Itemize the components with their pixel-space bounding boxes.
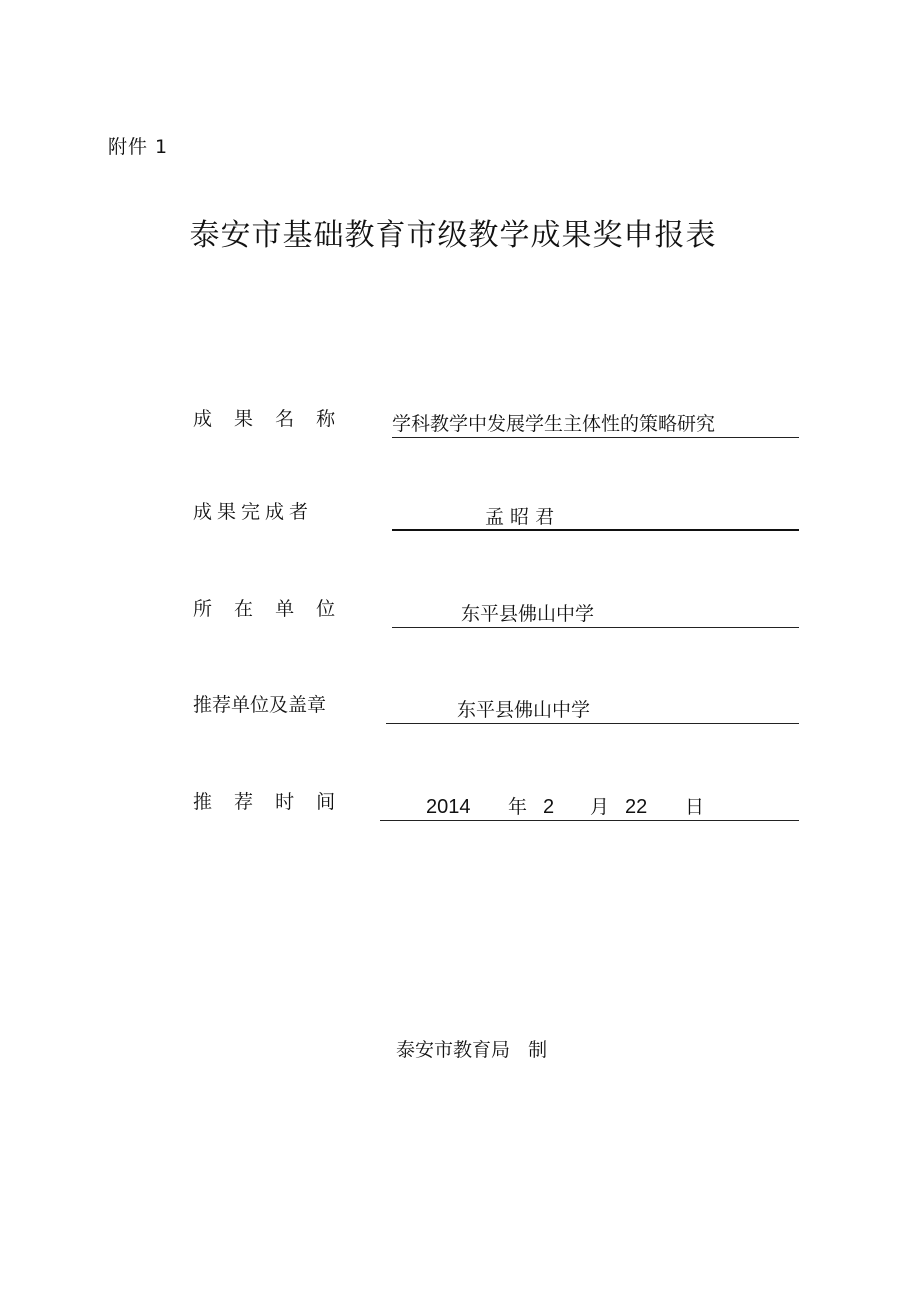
field-unit: [193, 594, 799, 628]
achievement-name-label: 成 果 名 称: [193, 408, 344, 430]
issuer-name: 泰安市教育局: [396, 1039, 511, 1061]
unit-value: 东平县佛山中学: [461, 603, 595, 625]
recommend-day: 22: [625, 796, 648, 818]
author-underline: [392, 499, 799, 531]
field-recommend-time: [193, 787, 799, 821]
recommend-month: 2: [543, 796, 555, 818]
recommending-unit-label: 推荐单位及盖章: [193, 694, 327, 716]
issuer-suffix: 制: [528, 1039, 548, 1061]
unit-label: 所 在 单 位: [193, 598, 344, 620]
achievement-name-value: 学科教学中发展学生主体性的策略研究: [392, 413, 716, 435]
author-value: 孟 昭 君: [485, 506, 555, 528]
unit-underline: [392, 597, 799, 628]
issuer-footer: [396, 1035, 547, 1062]
recommend-time-label: 推 荐 时 间: [193, 791, 344, 813]
field-achievement-name: [193, 404, 799, 438]
recommending-unit-underline: [386, 693, 799, 724]
field-recommending-unit: [193, 690, 799, 724]
recommending-unit-value: 东平县佛山中学: [457, 699, 591, 721]
recommend-year-unit: 年: [508, 796, 528, 818]
recommend-month-unit: 月: [590, 796, 610, 818]
recommend-day-unit: 日: [685, 796, 705, 818]
author-label: 成果完成者: [193, 501, 314, 523]
field-author: [193, 497, 799, 531]
form-title: 泰安市基础教育市级教学成果奖申报表: [189, 218, 717, 253]
recommend-year: 2014: [426, 796, 471, 818]
attachment-label: 附件 1: [108, 136, 169, 158]
